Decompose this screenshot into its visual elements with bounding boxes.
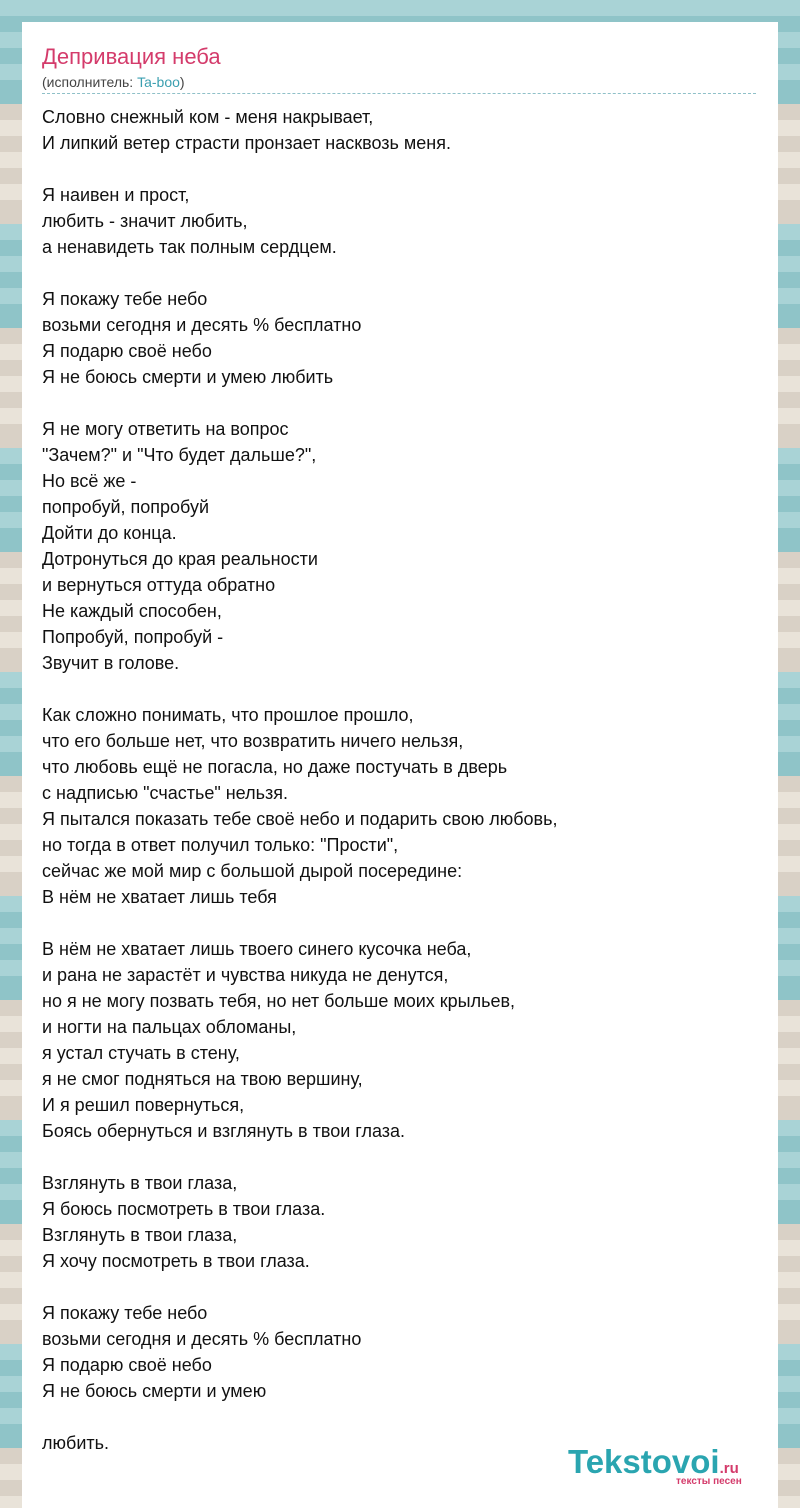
lyric-line: попробуй, попробуй bbox=[42, 497, 209, 517]
lyric-line: Я не могу ответить на вопрос bbox=[42, 419, 289, 439]
lyric-line: я не смог подняться на твою вершину, bbox=[42, 1069, 363, 1089]
lyric-blank-line bbox=[42, 676, 742, 702]
lyric-line: что любовь ещё не погасла, но даже постучать в дверь bbox=[42, 757, 508, 777]
lyric-line: Дотронуться до края реальности bbox=[42, 549, 318, 569]
lyric-line: но я не могу позвать тебя, но нет больше моих крыльев, bbox=[42, 991, 516, 1011]
logo-tagline: тексты песен bbox=[676, 1476, 742, 1487]
lyric-line: Дойти до конца. bbox=[42, 523, 177, 543]
lyric-line: любить. bbox=[42, 1433, 109, 1453]
lyric-line: Я покажу тебе небо bbox=[42, 1303, 208, 1323]
lyric-blank-line bbox=[42, 1404, 742, 1430]
lyric-line: Не каждый способен, bbox=[42, 601, 222, 621]
lyric-line: но тогда в ответ получил только: "Прости", bbox=[42, 835, 399, 855]
lyric-line: любить - значит любить, bbox=[42, 211, 248, 231]
lyric-line: а ненавидеть так полным сердцем. bbox=[42, 237, 337, 257]
lyric-line: Взглянуть в твои глаза, bbox=[42, 1225, 238, 1245]
logo-main-text: Tekstovoi bbox=[568, 1443, 720, 1480]
lyric-line: Я хочу посмотреть в твои глаза. bbox=[42, 1251, 310, 1271]
lyrics-text bbox=[42, 104, 742, 1456]
lyric-blank-line bbox=[42, 260, 742, 286]
lyric-line: сейчас же мой мир с большой дырой посередине: bbox=[42, 861, 463, 881]
lyric-line: Попробуй, попробуй - bbox=[42, 627, 224, 647]
lyric-blank-line bbox=[42, 1144, 742, 1170]
lyric-line: Я пытался показать тебе своё небо и подарить свою любовь, bbox=[42, 809, 558, 829]
lyric-line: Но всё же - bbox=[42, 471, 137, 491]
lyric-line: я устал стучать в стену, bbox=[42, 1043, 240, 1063]
lyric-blank-line bbox=[42, 1274, 742, 1300]
lyric-line: возьми сегодня и десять % бесплатно bbox=[42, 315, 362, 335]
lyric-line: Я боюсь посмотреть в твои глаза. bbox=[42, 1199, 326, 1219]
lyric-line: и ногти на пальцах обломаны, bbox=[42, 1017, 297, 1037]
lyric-line: Я не боюсь смерти и умею любить bbox=[42, 367, 334, 387]
lyric-line: и рана не зарастёт и чувства никуда не денутся, bbox=[42, 965, 449, 985]
lyric-line: Взглянуть в твои глаза, bbox=[42, 1173, 238, 1193]
lyric-line: Словно снежный ком - меня накрывает, bbox=[42, 107, 374, 127]
song-title: Депривация неба bbox=[42, 44, 221, 69]
performer-link[interactable]: Ta-boo bbox=[137, 74, 180, 90]
lyric-line: Звучит в голове. bbox=[42, 653, 180, 673]
lyric-line: что его больше нет, что возвратить ничего нельзя, bbox=[42, 731, 464, 751]
lyric-line: и вернуться оттуда обратно bbox=[42, 575, 276, 595]
lyric-line: с надписью "счастье" нельзя. bbox=[42, 783, 288, 803]
lyric-line: В нём не хватает лишь тебя bbox=[42, 887, 277, 907]
lyric-line: Как сложно понимать, что прошлое прошло, bbox=[42, 705, 414, 725]
lyric-line: Я наивен и прост, bbox=[42, 185, 190, 205]
performer-prefix: (исполнитель: bbox=[42, 74, 138, 90]
lyric-blank-line bbox=[42, 156, 742, 182]
site-logo[interactable] bbox=[568, 1442, 778, 1492]
lyric-blank-line bbox=[42, 390, 742, 416]
lyric-line: Я подарю своё небо bbox=[42, 1355, 212, 1375]
performer-suffix: ) bbox=[179, 74, 185, 90]
lyric-line: Я покажу тебе небо bbox=[42, 289, 208, 309]
lyric-line: "Зачем?" и "Что будет дальше?", bbox=[42, 445, 317, 465]
lyric-line: Я подарю своё небо bbox=[42, 341, 212, 361]
lyric-line: И липкий ветер страсти пронзает насквозь меня. bbox=[42, 133, 451, 153]
lyric-line: В нём не хватает лишь твоего синего кусочка неба, bbox=[42, 939, 472, 959]
performer-line bbox=[42, 73, 185, 91]
logo-tld: .ru bbox=[719, 1460, 739, 1477]
lyric-line: И я решил повернуться, bbox=[42, 1095, 245, 1115]
lyric-line: Боясь обернуться и взглянуть в твои глаза. bbox=[42, 1121, 406, 1141]
lyric-line: возьми сегодня и десять % бесплатно bbox=[42, 1329, 362, 1349]
lyric-blank-line bbox=[42, 910, 742, 936]
lyric-line: Я не боюсь смерти и умею bbox=[42, 1381, 267, 1401]
header-divider bbox=[42, 93, 756, 94]
